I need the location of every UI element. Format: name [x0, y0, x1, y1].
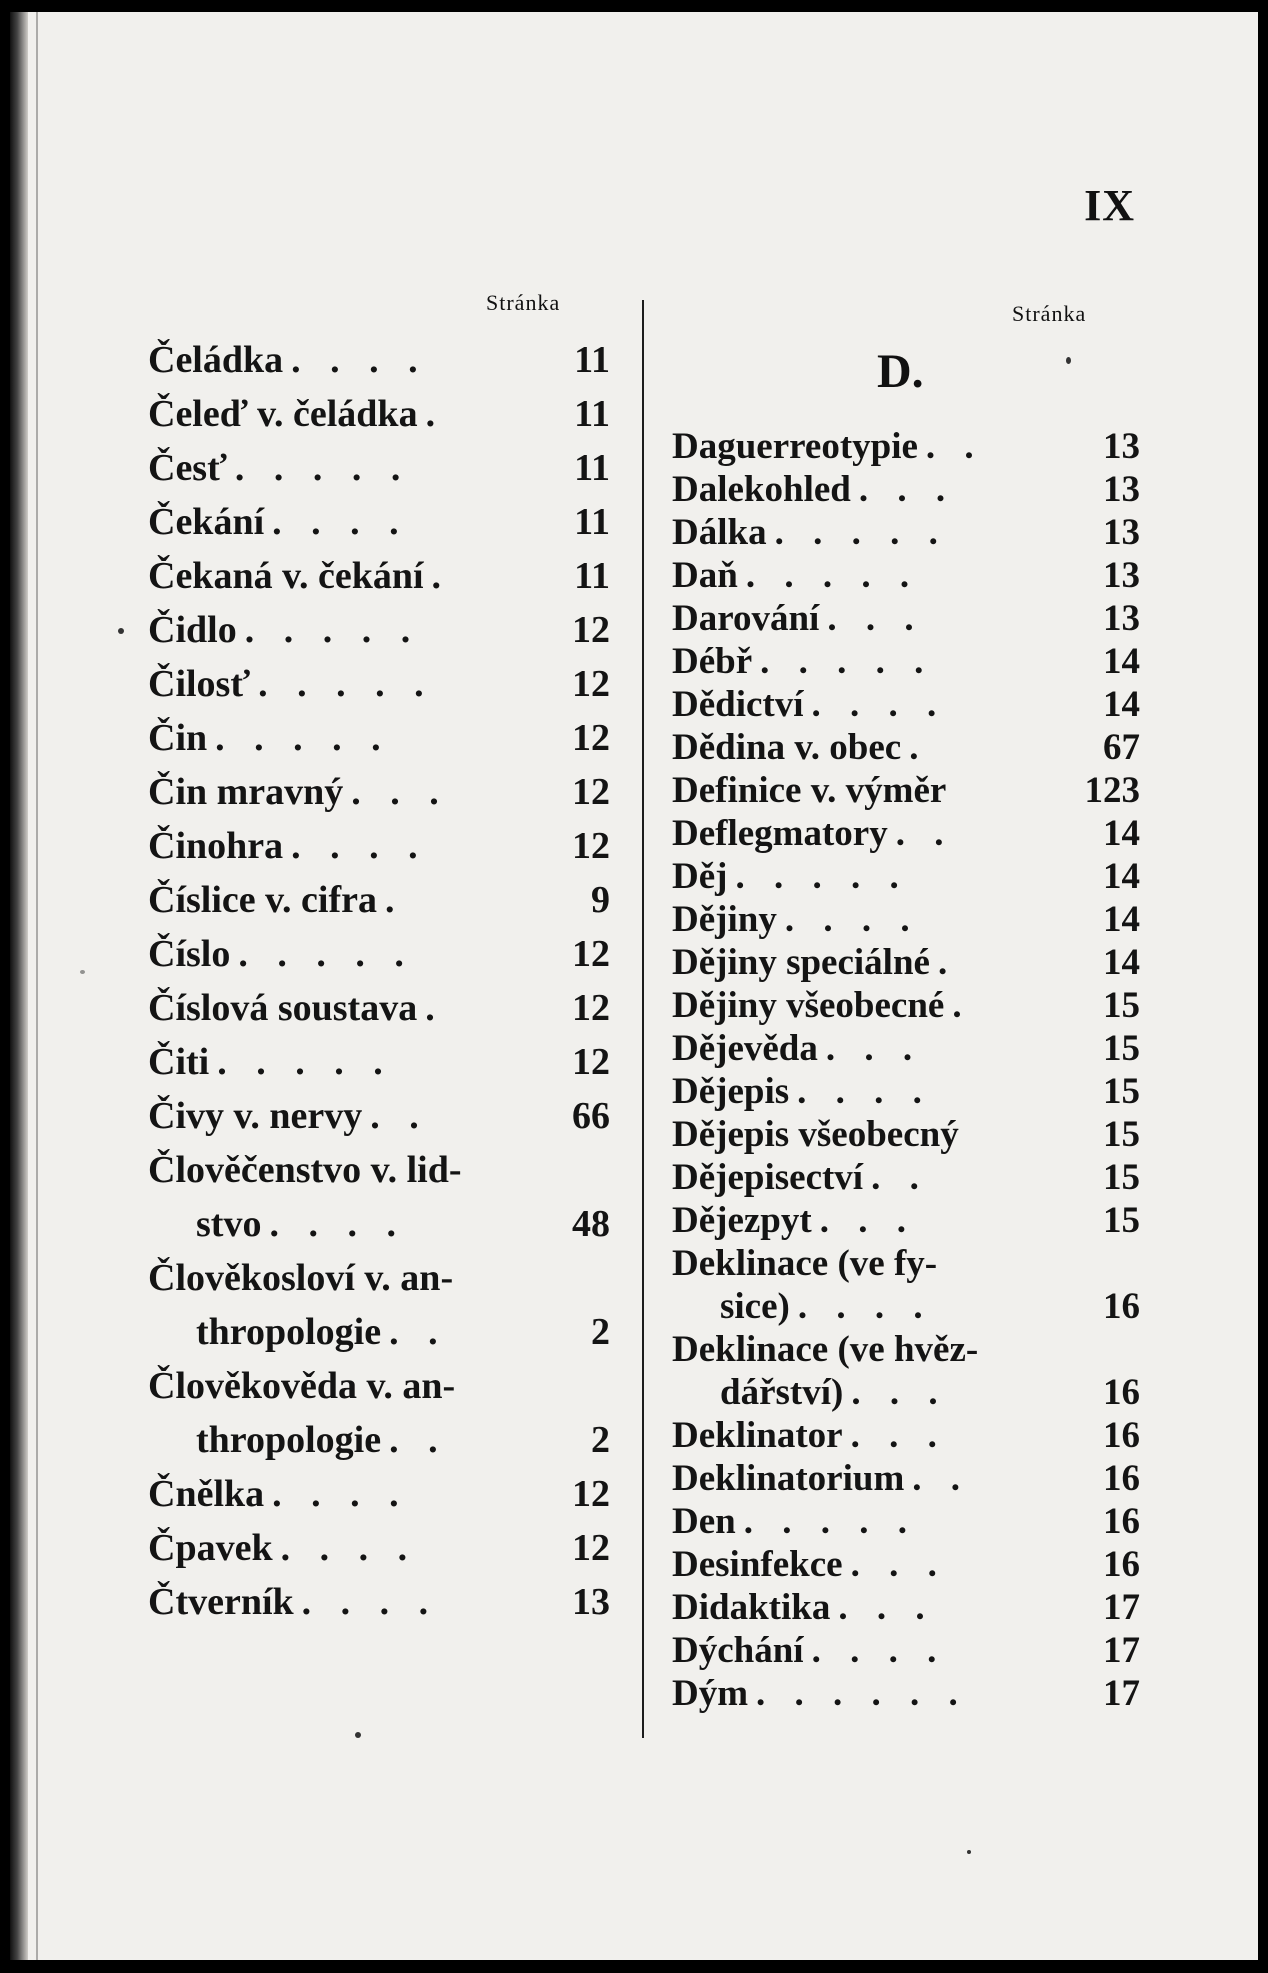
- leader-dots: . . . .: [811, 684, 947, 725]
- index-term: Dějepis všeobecný: [672, 1114, 959, 1155]
- page-reference: 14: [1103, 813, 1140, 854]
- index-term: Čivy v. nervy: [148, 1095, 363, 1137]
- index-term: Dalekohled: [672, 469, 851, 510]
- index-entry: [672, 1156, 1140, 1199]
- index-entry: [672, 1328, 1140, 1371]
- page-reference: 16: [1103, 1415, 1140, 1456]
- index-term: Dědictví: [672, 684, 804, 725]
- index-term: Dějiny speciálné: [672, 942, 930, 983]
- index-term: Dýchání: [672, 1630, 804, 1671]
- page-reference: 17: [1103, 1587, 1140, 1628]
- page-reference: 11: [574, 339, 610, 381]
- page-reference: 13: [1103, 512, 1140, 553]
- leader-dots: . . . .: [291, 825, 428, 867]
- index-entry: [148, 981, 610, 1035]
- leader-dots: . . . . .: [760, 641, 934, 682]
- index-entry: [148, 1521, 610, 1575]
- leader-dots: .: [384, 879, 405, 921]
- page-reference: 48: [572, 1203, 610, 1245]
- index-term: Dějiny: [672, 899, 777, 940]
- page-reference: 17: [1103, 1673, 1140, 1714]
- leader-dots: . . . .: [301, 1581, 439, 1623]
- page-reference: 13: [1103, 426, 1140, 467]
- index-entry: [148, 927, 610, 981]
- page-reference: 12: [572, 987, 610, 1029]
- index-term: Člověkověda v. an-: [148, 1365, 456, 1407]
- page-reference: 15: [1103, 1114, 1140, 1155]
- print-speck: [80, 970, 85, 974]
- leader-dots: . . . .: [291, 339, 428, 381]
- index-entry: [672, 898, 1140, 941]
- index-entry: [672, 984, 1140, 1027]
- page-reference: 13: [1103, 598, 1140, 639]
- index-entry: [672, 425, 1140, 468]
- leader-dots: .: [431, 555, 452, 597]
- index-entry: [148, 1413, 610, 1467]
- index-term: dářství): [720, 1372, 844, 1413]
- section-letter: D.: [877, 345, 924, 398]
- page-reference: 15: [1103, 1157, 1140, 1198]
- index-term: Čeleď v. čeládka: [148, 393, 418, 435]
- index-term: Desinfekce: [672, 1544, 843, 1585]
- leader-dots: . . . . .: [774, 512, 948, 553]
- leader-dots: . . . . .: [217, 1041, 393, 1083]
- leader-dots: . .: [370, 1095, 429, 1137]
- index-entry: [672, 1457, 1140, 1500]
- leader-dots: . . . . .: [258, 663, 434, 705]
- index-term: Deklinatorium: [672, 1458, 905, 1499]
- index-entry: [672, 1543, 1140, 1586]
- leader-dots: . .: [871, 1157, 929, 1198]
- page-reference: 13: [1103, 555, 1140, 596]
- index-entry: [672, 1414, 1140, 1457]
- page-reference: 12: [572, 717, 610, 759]
- index-term: thropologie: [196, 1311, 382, 1353]
- index-term: Čiti: [148, 1041, 210, 1083]
- leader-dots: . . .: [827, 598, 924, 639]
- index-entry: [148, 1197, 610, 1251]
- page-reference: 12: [572, 1041, 610, 1083]
- leader-dots: . .: [895, 813, 954, 854]
- page-reference: 12: [572, 933, 610, 975]
- index-entry: [672, 812, 1140, 855]
- page-reference: 12: [572, 609, 610, 651]
- page-reference: 12: [572, 1527, 610, 1569]
- index-entry: [672, 511, 1140, 554]
- leader-dots: . . . . . .: [756, 1673, 968, 1714]
- index-entry: [672, 1500, 1140, 1543]
- index-term: Česť: [148, 447, 227, 489]
- leader-dots: . .: [389, 1311, 448, 1353]
- index-term: Dějepisectví: [672, 1157, 864, 1198]
- page-reference: 14: [1103, 856, 1140, 897]
- index-entry: [148, 765, 610, 819]
- leader-dots: . . .: [819, 1200, 916, 1241]
- leader-dots: . . .: [858, 469, 956, 510]
- page-reference: 16: [1103, 1501, 1140, 1542]
- index-entry: [148, 441, 610, 495]
- index-term: Deklinace (ve fy-: [672, 1243, 938, 1284]
- leader-dots: .: [425, 393, 446, 435]
- index-entry: [672, 941, 1140, 984]
- index-entry: [148, 603, 610, 657]
- page-reference: 12: [572, 825, 610, 867]
- page-reference: 14: [1103, 641, 1140, 682]
- page-number: IX: [1084, 181, 1135, 230]
- leader-dots: . . . .: [280, 1527, 418, 1569]
- index-term: Číslice v. cifra: [148, 879, 377, 921]
- leader-dots: .: [909, 727, 929, 768]
- index-term: Den: [672, 1501, 736, 1542]
- index-entry: [148, 657, 610, 711]
- page-reference: 67: [1103, 727, 1140, 768]
- index-term: Dějepis: [672, 1071, 790, 1112]
- page-reference: 11: [574, 555, 610, 597]
- leader-dots: . . .: [850, 1415, 947, 1456]
- leader-dots: . . . .: [797, 1286, 933, 1327]
- index-term: Dějevěda: [672, 1028, 818, 1069]
- index-term: Děj: [672, 856, 728, 897]
- index-entry: [148, 1143, 610, 1197]
- leader-dots: . . .: [351, 771, 449, 813]
- page-reference: 2: [591, 1311, 610, 1353]
- index-term: Dálka: [672, 512, 767, 553]
- index-entry: [148, 1467, 610, 1521]
- index-entry: [672, 1027, 1140, 1070]
- leader-dots: . . .: [851, 1372, 948, 1413]
- leader-dots: .: [937, 942, 958, 983]
- index-term: Dějiny všeobecné: [672, 985, 945, 1026]
- index-term: thropologie: [196, 1419, 382, 1461]
- right-column-header: Stránka: [1012, 301, 1087, 326]
- page-reference: 16: [1103, 1286, 1140, 1327]
- leader-dots: . . . .: [784, 899, 920, 940]
- index-term: Čilosť: [148, 663, 251, 705]
- index-term: Člověkosloví v. an-: [148, 1257, 454, 1299]
- leader-dots: . . .: [825, 1028, 923, 1069]
- page-reference: 14: [1103, 899, 1140, 940]
- leader-dots: . . . . .: [735, 856, 909, 897]
- index-term: Činohra: [148, 825, 284, 867]
- leader-dots: . .: [389, 1419, 448, 1461]
- page-reference: 15: [1103, 985, 1140, 1026]
- page-reference: 13: [1103, 469, 1140, 510]
- index-entry: [672, 1629, 1140, 1672]
- index-entry: [672, 1070, 1140, 1113]
- page-reference: 12: [572, 663, 610, 705]
- leader-dots: .: [425, 987, 445, 1029]
- book-spine-shadow: [10, 12, 28, 1960]
- index-term: Čin mravný: [148, 771, 344, 813]
- index-entry: [672, 1371, 1140, 1414]
- index-entry: [148, 819, 610, 873]
- index-term: Číslo: [148, 933, 231, 975]
- index-entry: [672, 554, 1140, 597]
- page-reference: 12: [572, 1473, 610, 1515]
- index-term: Číslová soustava: [148, 987, 418, 1029]
- index-entry: [672, 640, 1140, 683]
- page-reference: 9: [591, 879, 610, 921]
- index-entry: [672, 769, 1140, 812]
- page-reference: 15: [1103, 1028, 1140, 1069]
- index-term: Didaktika: [672, 1587, 831, 1628]
- index-entry: [148, 711, 610, 765]
- index-entry: [148, 333, 610, 387]
- index-entry: [672, 1285, 1140, 1328]
- leader-dots: . . . . .: [244, 609, 421, 651]
- print-speck: [1066, 357, 1071, 364]
- index-entry: [148, 1035, 610, 1089]
- page-reference: 2: [591, 1419, 610, 1461]
- page-reference: 16: [1103, 1372, 1140, 1413]
- index-term: stvo: [196, 1203, 262, 1245]
- index-entry: [672, 1672, 1140, 1715]
- index-entry: [672, 468, 1140, 511]
- print-speck: [967, 1850, 971, 1854]
- page-reference: 12: [572, 771, 610, 813]
- index-entry: [672, 1242, 1140, 1285]
- index-term: Čpavek: [148, 1527, 273, 1569]
- right-index-column: [672, 425, 1140, 1715]
- left-column-header: Stránka: [486, 290, 561, 315]
- index-entry: [148, 873, 610, 927]
- leader-dots: . . . . .: [215, 717, 391, 759]
- index-entry: [148, 1575, 610, 1629]
- page-reference: 15: [1103, 1071, 1140, 1112]
- index-entry: [148, 1251, 610, 1305]
- index-entry: [672, 1199, 1140, 1242]
- print-speck: [355, 1732, 361, 1738]
- leader-dots: . . . . .: [234, 447, 411, 489]
- page-reference: 17: [1103, 1630, 1140, 1671]
- leader-dots: . .: [912, 1458, 971, 1499]
- index-term: Definice v. výměr: [672, 770, 947, 811]
- spine-edge-line: [36, 12, 38, 1960]
- left-index-column: [148, 333, 610, 1629]
- leader-dots: . .: [925, 426, 984, 467]
- index-term: Daguerreotypie: [672, 426, 918, 467]
- index-term: Čekaná v. čekání: [148, 555, 424, 597]
- page-reference: 123: [1084, 770, 1140, 811]
- index-entry: [148, 1359, 610, 1413]
- index-entry: [148, 1305, 610, 1359]
- page-reference: 16: [1103, 1544, 1140, 1585]
- index-term: Čeládka: [148, 339, 284, 381]
- index-entry: [148, 495, 610, 549]
- index-term: Daň: [672, 555, 738, 596]
- page-reference: 15: [1103, 1200, 1140, 1241]
- index-entry: [672, 683, 1140, 726]
- page-reference: 13: [572, 1581, 610, 1623]
- leader-dots: . . . .: [797, 1071, 932, 1112]
- leader-dots: . . . . .: [238, 933, 414, 975]
- index-term: Čin: [148, 717, 208, 759]
- leader-dots: . . . . .: [743, 1501, 917, 1542]
- page-reference: 11: [574, 393, 610, 435]
- leader-dots: . . .: [838, 1587, 935, 1628]
- index-term: Deflegmatory: [672, 813, 888, 854]
- index-term: sice): [720, 1286, 790, 1327]
- leader-dots: . . . .: [272, 501, 409, 543]
- page-reference: 11: [574, 501, 610, 543]
- page-reference: 16: [1103, 1458, 1140, 1499]
- column-divider: [642, 300, 644, 1738]
- leader-dots: . . .: [850, 1544, 947, 1585]
- index-term: Deklinator: [672, 1415, 843, 1456]
- index-entry: [148, 387, 610, 441]
- index-term: Débř: [672, 641, 753, 682]
- index-entry: [672, 855, 1140, 898]
- index-term: Čekání: [148, 501, 265, 543]
- index-term: Dědina v. obec: [672, 727, 902, 768]
- page-reference: 14: [1103, 942, 1140, 983]
- leader-dots: . . . .: [811, 1630, 947, 1671]
- leader-dots: . . . .: [272, 1473, 409, 1515]
- index-term: Dým: [672, 1673, 749, 1714]
- leader-dots: . . . .: [269, 1203, 406, 1245]
- index-term: Člověčenstvo v. lid-: [148, 1149, 462, 1191]
- index-entry: [148, 1089, 610, 1143]
- print-speck: [118, 628, 124, 634]
- index-term: Darování: [672, 598, 820, 639]
- page-reference: 14: [1103, 684, 1140, 725]
- index-term: Dějezpyt: [672, 1200, 812, 1241]
- index-entry: [148, 549, 610, 603]
- index-entry: [672, 726, 1140, 769]
- index-term: Čnělka: [148, 1473, 265, 1515]
- index-entry: [672, 597, 1140, 640]
- leader-dots: . . . . .: [745, 555, 920, 596]
- index-entry: [672, 1113, 1140, 1156]
- index-term: Deklinace (ve hvěz-: [672, 1329, 979, 1370]
- leader-dots: .: [952, 985, 972, 1026]
- page-reference: 11: [574, 447, 610, 489]
- index-term: Čidlo: [148, 609, 237, 651]
- page-reference: 66: [572, 1095, 610, 1137]
- index-entry: [672, 1586, 1140, 1629]
- index-term: Čtverník: [148, 1581, 294, 1623]
